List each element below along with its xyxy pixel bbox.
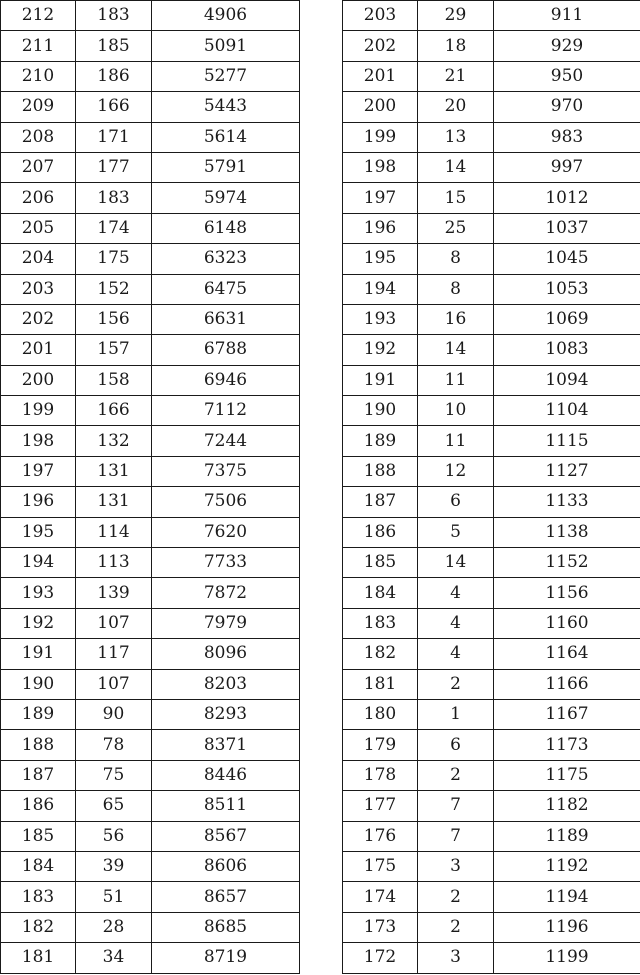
table-row (1, 1, 300, 31)
score-cell: 189 (343, 426, 418, 456)
count-cell: 117 (76, 639, 152, 669)
cumulative-cell: 5091 (152, 31, 300, 61)
count-cell: 5 (418, 517, 494, 547)
score-cell: 193 (1, 578, 76, 608)
table-row (343, 548, 640, 578)
cumulative-cell: 7620 (152, 517, 300, 547)
count-cell: 13 (418, 122, 494, 152)
cumulative-cell: 1167 (494, 699, 640, 729)
cumulative-cell: 4906 (152, 1, 300, 31)
cumulative-cell: 1164 (494, 639, 640, 669)
cumulative-cell: 1189 (494, 821, 640, 851)
table-row (343, 304, 640, 334)
table-row (343, 183, 640, 213)
table-row (343, 760, 640, 790)
cumulative-cell: 970 (494, 92, 640, 122)
count-cell: 186 (76, 61, 152, 91)
score-cell: 195 (1, 517, 76, 547)
cumulative-cell: 1138 (494, 517, 640, 547)
score-cell: 204 (1, 244, 76, 274)
cumulative-cell: 8657 (152, 882, 300, 912)
count-cell: 114 (76, 517, 152, 547)
cumulative-cell: 1069 (494, 304, 640, 334)
cumulative-cell: 1199 (494, 943, 640, 973)
table-row (1, 851, 300, 881)
cumulative-cell: 7244 (152, 426, 300, 456)
score-table-left-body (1, 1, 300, 974)
table-row (1, 639, 300, 669)
table-row (1, 578, 300, 608)
table-row (343, 213, 640, 243)
table-row (1, 821, 300, 851)
score-cell: 195 (343, 244, 418, 274)
score-cell: 203 (343, 1, 418, 31)
cumulative-cell: 5974 (152, 183, 300, 213)
count-cell: 8 (418, 244, 494, 274)
score-cell: 194 (343, 274, 418, 304)
table-row (343, 517, 640, 547)
score-cell: 210 (1, 61, 76, 91)
table-row (343, 122, 640, 152)
score-cell: 193 (343, 304, 418, 334)
count-cell: 166 (76, 396, 152, 426)
cumulative-cell: 8685 (152, 912, 300, 942)
count-cell: 4 (418, 578, 494, 608)
score-cell: 187 (1, 760, 76, 790)
score-cell: 181 (1, 943, 76, 973)
score-cell: 203 (1, 274, 76, 304)
table-row (1, 213, 300, 243)
table-row (1, 183, 300, 213)
cumulative-cell: 1182 (494, 791, 640, 821)
cumulative-cell: 7112 (152, 396, 300, 426)
table-row (1, 548, 300, 578)
cumulative-cell: 1152 (494, 548, 640, 578)
count-cell: 156 (76, 304, 152, 334)
cumulative-cell: 6323 (152, 244, 300, 274)
table-row (343, 730, 640, 760)
score-cell: 186 (1, 791, 76, 821)
score-cell: 191 (1, 639, 76, 669)
score-cell: 182 (1, 912, 76, 942)
cumulative-cell: 1173 (494, 730, 640, 760)
cumulative-cell: 7375 (152, 456, 300, 486)
count-cell: 10 (418, 396, 494, 426)
count-cell: 14 (418, 152, 494, 182)
count-cell: 51 (76, 882, 152, 912)
count-cell: 11 (418, 426, 494, 456)
score-cell: 201 (1, 335, 76, 365)
score-cell: 206 (1, 183, 76, 213)
cumulative-cell: 911 (494, 1, 640, 31)
count-cell: 39 (76, 851, 152, 881)
table-row (343, 608, 640, 638)
cumulative-cell: 1045 (494, 244, 640, 274)
table-row (1, 730, 300, 760)
table-row (1, 669, 300, 699)
table-row (1, 517, 300, 547)
table-row (1, 31, 300, 61)
count-cell: 56 (76, 821, 152, 851)
table-row (1, 304, 300, 334)
table-row (1, 791, 300, 821)
score-cell: 201 (343, 61, 418, 91)
score-cell: 181 (343, 669, 418, 699)
count-cell: 65 (76, 791, 152, 821)
table-row (343, 851, 640, 881)
table-row (1, 456, 300, 486)
table-row (343, 487, 640, 517)
table-row (1, 760, 300, 790)
table-row (1, 912, 300, 942)
score-cell: 198 (1, 426, 76, 456)
table-row (1, 699, 300, 729)
score-cell: 189 (1, 699, 76, 729)
cumulative-cell: 8371 (152, 730, 300, 760)
count-cell: 14 (418, 335, 494, 365)
score-cell: 174 (343, 882, 418, 912)
count-cell: 152 (76, 274, 152, 304)
score-cell: 182 (343, 639, 418, 669)
count-cell: 107 (76, 608, 152, 638)
cumulative-cell: 1166 (494, 669, 640, 699)
count-cell: 174 (76, 213, 152, 243)
score-cell: 208 (1, 122, 76, 152)
count-cell: 7 (418, 791, 494, 821)
count-cell: 177 (76, 152, 152, 182)
table-row (1, 608, 300, 638)
cumulative-cell: 6631 (152, 304, 300, 334)
score-cell: 184 (1, 851, 76, 881)
score-cell: 186 (343, 517, 418, 547)
score-cell: 196 (1, 487, 76, 517)
count-cell: 34 (76, 943, 152, 973)
cumulative-cell: 5614 (152, 122, 300, 152)
cumulative-cell: 1012 (494, 183, 640, 213)
count-cell: 175 (76, 244, 152, 274)
table-row (343, 152, 640, 182)
count-cell: 6 (418, 487, 494, 517)
count-cell: 11 (418, 365, 494, 395)
table-row (1, 152, 300, 182)
count-cell: 3 (418, 851, 494, 881)
count-cell: 25 (418, 213, 494, 243)
score-cell: 173 (343, 912, 418, 942)
score-table-right (342, 0, 640, 974)
score-cell: 205 (1, 213, 76, 243)
count-cell: 2 (418, 912, 494, 942)
score-cell: 199 (343, 122, 418, 152)
score-cell: 199 (1, 396, 76, 426)
table-row (343, 1, 640, 31)
table-row (343, 426, 640, 456)
table-row (343, 61, 640, 91)
cumulative-cell: 5443 (152, 92, 300, 122)
count-cell: 75 (76, 760, 152, 790)
count-cell: 90 (76, 699, 152, 729)
count-cell: 78 (76, 730, 152, 760)
score-cell: 190 (343, 396, 418, 426)
table-row (343, 274, 640, 304)
score-cell: 183 (1, 882, 76, 912)
score-cell: 192 (343, 335, 418, 365)
table-row (343, 578, 640, 608)
cumulative-cell: 1094 (494, 365, 640, 395)
count-cell: 185 (76, 31, 152, 61)
score-cell: 200 (1, 365, 76, 395)
table-row (1, 335, 300, 365)
table-row (343, 396, 640, 426)
score-cell: 178 (343, 760, 418, 790)
cumulative-cell: 1037 (494, 213, 640, 243)
score-cell: 177 (343, 791, 418, 821)
count-cell: 183 (76, 183, 152, 213)
count-cell: 6 (418, 730, 494, 760)
cumulative-cell: 6946 (152, 365, 300, 395)
table-row (343, 699, 640, 729)
cumulative-cell: 1083 (494, 335, 640, 365)
count-cell: 131 (76, 456, 152, 486)
score-cell: 211 (1, 31, 76, 61)
count-cell: 7 (418, 821, 494, 851)
cumulative-cell: 1115 (494, 426, 640, 456)
cumulative-cell: 1175 (494, 760, 640, 790)
count-cell: 2 (418, 760, 494, 790)
table-row (1, 61, 300, 91)
score-cell: 196 (343, 213, 418, 243)
score-table-left (0, 0, 300, 974)
score-cell: 207 (1, 152, 76, 182)
count-cell: 8 (418, 274, 494, 304)
count-cell: 107 (76, 669, 152, 699)
score-cell: 194 (1, 548, 76, 578)
table-row (343, 335, 640, 365)
cumulative-cell: 5277 (152, 61, 300, 91)
score-cell: 197 (343, 183, 418, 213)
table-row (343, 912, 640, 942)
score-cell: 175 (343, 851, 418, 881)
cumulative-cell: 8719 (152, 943, 300, 973)
score-cell: 197 (1, 456, 76, 486)
count-cell: 113 (76, 548, 152, 578)
score-cell: 200 (343, 92, 418, 122)
score-cell: 179 (343, 730, 418, 760)
cumulative-cell: 1104 (494, 396, 640, 426)
count-cell: 2 (418, 882, 494, 912)
count-cell: 131 (76, 487, 152, 517)
table-row (1, 943, 300, 973)
score-cell: 212 (1, 1, 76, 31)
cumulative-cell: 1194 (494, 882, 640, 912)
cumulative-cell: 950 (494, 61, 640, 91)
count-cell: 4 (418, 639, 494, 669)
table-row (343, 943, 640, 973)
cumulative-cell: 8606 (152, 851, 300, 881)
count-cell: 29 (418, 1, 494, 31)
count-cell: 158 (76, 365, 152, 395)
cumulative-cell: 6788 (152, 335, 300, 365)
cumulative-cell: 8293 (152, 699, 300, 729)
cumulative-cell: 929 (494, 31, 640, 61)
count-cell: 2 (418, 669, 494, 699)
score-cell: 183 (343, 608, 418, 638)
table-row (1, 365, 300, 395)
score-cell: 202 (1, 304, 76, 334)
cumulative-cell: 8096 (152, 639, 300, 669)
table-row (1, 426, 300, 456)
count-cell: 4 (418, 608, 494, 638)
cumulative-cell: 1156 (494, 578, 640, 608)
cumulative-cell: 8511 (152, 791, 300, 821)
table-row (343, 92, 640, 122)
count-cell: 16 (418, 304, 494, 334)
table-row (1, 487, 300, 517)
score-cell: 180 (343, 699, 418, 729)
cumulative-cell: 1192 (494, 851, 640, 881)
count-cell: 183 (76, 1, 152, 31)
count-cell: 12 (418, 456, 494, 486)
score-cell: 188 (1, 730, 76, 760)
cumulative-cell: 5791 (152, 152, 300, 182)
table-row (1, 92, 300, 122)
score-table-right-body (343, 1, 640, 974)
cumulative-cell: 1160 (494, 608, 640, 638)
cumulative-cell: 1196 (494, 912, 640, 942)
score-cell: 191 (343, 365, 418, 395)
count-cell: 3 (418, 943, 494, 973)
count-cell: 18 (418, 31, 494, 61)
table-row (343, 365, 640, 395)
table-row (343, 882, 640, 912)
cumulative-cell: 997 (494, 152, 640, 182)
score-cell: 172 (343, 943, 418, 973)
score-cell: 192 (1, 608, 76, 638)
cumulative-cell: 8203 (152, 669, 300, 699)
cumulative-cell: 7733 (152, 548, 300, 578)
score-cell: 188 (343, 456, 418, 486)
table-row (343, 456, 640, 486)
cumulative-cell: 983 (494, 122, 640, 152)
cumulative-cell: 1127 (494, 456, 640, 486)
count-cell: 14 (418, 548, 494, 578)
cumulative-cell: 6475 (152, 274, 300, 304)
score-cell: 209 (1, 92, 76, 122)
count-cell: 28 (76, 912, 152, 942)
cumulative-cell: 7872 (152, 578, 300, 608)
table-row (343, 31, 640, 61)
cumulative-cell: 7506 (152, 487, 300, 517)
count-cell: 21 (418, 61, 494, 91)
table-row (343, 669, 640, 699)
count-cell: 1 (418, 699, 494, 729)
score-cell: 185 (1, 821, 76, 851)
cumulative-cell: 7979 (152, 608, 300, 638)
score-cell: 185 (343, 548, 418, 578)
cumulative-cell: 1053 (494, 274, 640, 304)
table-row (343, 639, 640, 669)
count-cell: 166 (76, 92, 152, 122)
cumulative-cell: 8446 (152, 760, 300, 790)
table-row (1, 244, 300, 274)
count-cell: 15 (418, 183, 494, 213)
score-cell: 184 (343, 578, 418, 608)
count-cell: 20 (418, 92, 494, 122)
table-row (1, 396, 300, 426)
count-cell: 132 (76, 426, 152, 456)
cumulative-cell: 8567 (152, 821, 300, 851)
score-cell: 187 (343, 487, 418, 517)
score-cell: 176 (343, 821, 418, 851)
score-cell: 190 (1, 669, 76, 699)
table-row (1, 122, 300, 152)
table-row (1, 882, 300, 912)
score-cell: 198 (343, 152, 418, 182)
table-row (343, 244, 640, 274)
count-cell: 171 (76, 122, 152, 152)
table-row (343, 821, 640, 851)
table-row (1, 274, 300, 304)
score-cell: 202 (343, 31, 418, 61)
count-cell: 139 (76, 578, 152, 608)
cumulative-cell: 1133 (494, 487, 640, 517)
table-row (343, 791, 640, 821)
cumulative-cell: 6148 (152, 213, 300, 243)
count-cell: 157 (76, 335, 152, 365)
